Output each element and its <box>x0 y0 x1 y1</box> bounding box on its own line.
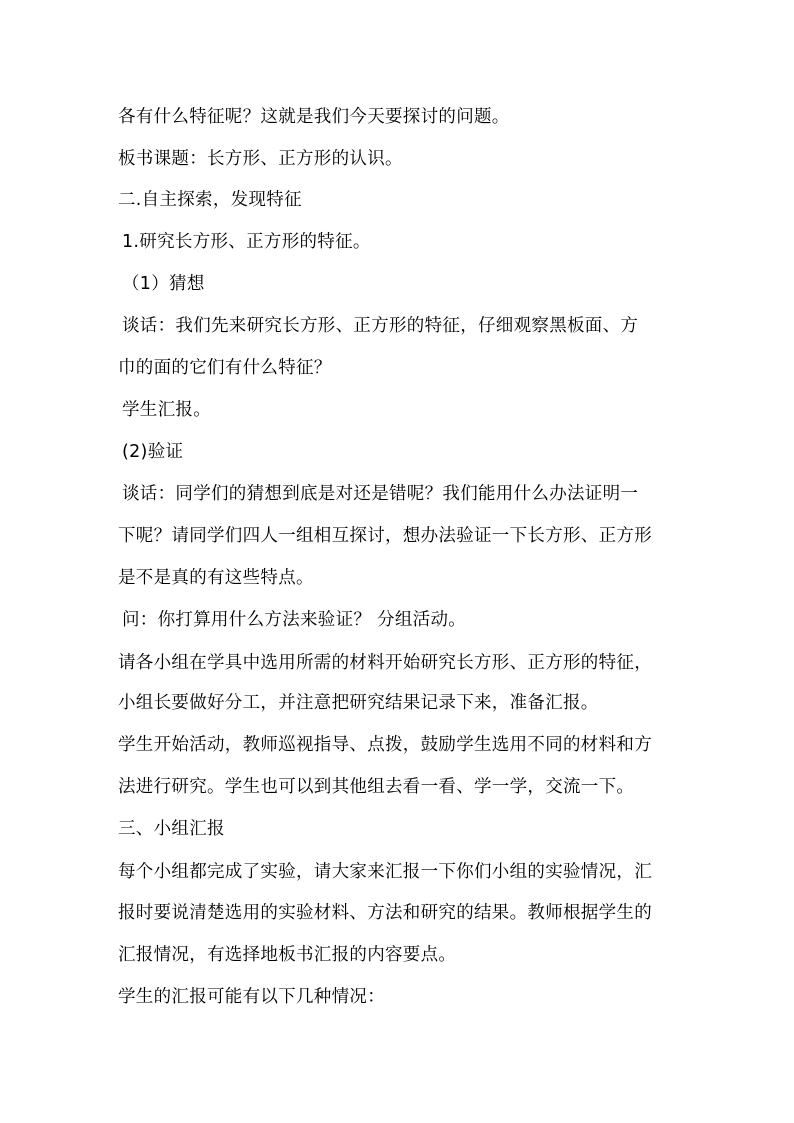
text-line: 报时要说清楚选用的实验材料、方法和研究的结果。教师根据学生的 <box>118 903 652 923</box>
text-line: 学生的汇报可能有以下几种情况： <box>118 987 385 1007</box>
step-heading: (2)验证 <box>122 442 184 462</box>
text-line: 巾的面的它们有什么特征？ <box>118 358 332 378</box>
text-line: 谈话：我们先来研究长方形、正方形的特征，仔细观察黑板面、方 <box>122 316 639 336</box>
text-line: 各有什么特征呢？这就是我们今天要探讨的问题。 <box>118 107 510 127</box>
text-line: 每个小组都完成了实验，请大家来汇报一下你们小组的实验情况，汇 <box>118 862 652 882</box>
section-heading: 三、小组汇报 <box>118 819 225 839</box>
text-line: 谈话：同学们的猜想到底是对还是错呢？我们能用什么办法证明一 <box>122 484 639 504</box>
text-line: 学生汇报。 <box>122 400 211 420</box>
subsection-heading: 1.研究长方形、正方形的特征。 <box>122 232 371 252</box>
text-line: 请各小组在学具中选用所需的材料开始研究长方形、正方形的特征， <box>118 653 652 673</box>
text-line: 问：你打算用什么方法来验证？ 分组活动。 <box>122 610 467 630</box>
text-line: 是不是真的有这些特点。 <box>118 568 314 588</box>
text-line: 学生开始活动，教师巡视指导、点拨，鼓励学生选用不同的材料和方 <box>118 735 652 755</box>
text-line: 小组长要做好分工，并注意把研究结果记录下来，准备汇报。 <box>118 693 599 713</box>
text-line: 下呢？请同学们四人一组相互探讨，想办法验证一下长方形、正方形 <box>118 526 652 546</box>
text-line: 法进行研究。学生也可以到其他组去看一看、学一学，交流一下。 <box>118 777 635 797</box>
text-line: 汇报情况，有选择地板书汇报的内容要点。 <box>118 945 457 965</box>
text-line: 板书课题：长方形、正方形的认识。 <box>118 149 403 169</box>
section-heading: 二.自主探索，发现特征 <box>118 190 302 210</box>
step-heading: （1）猜想 <box>122 274 205 294</box>
